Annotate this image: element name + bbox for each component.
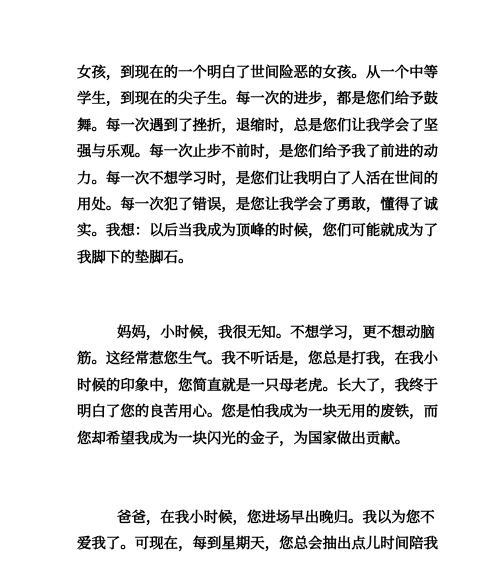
paragraph-father <box>77 505 439 558</box>
text-line: 女孩，到现在的一个明白了世间险恶的女孩。从一个中等 <box>77 64 439 81</box>
text-line: 明白了您的良苦用心。您是怕我成为一块无用的废铁，而 <box>77 403 439 421</box>
text-line: 时候的印象中，您简直就是一只母老虎。长大了，我终于 <box>77 376 439 394</box>
paragraph-mother <box>77 320 439 452</box>
text-line: 用处。每一次犯了错误，是您让我学会了勇敢，懂得了诚 <box>77 195 439 213</box>
text-line: 力。每一次不想学习时，是您们让我明白了人活在世间的 <box>77 169 439 187</box>
text-line: 舞。每一次遇到了挫折，退缩时，总是您们让我学会了坚 <box>77 116 439 134</box>
text-line: 学生，到现在的尖子生。每一次的进步，都是您们给予鼓 <box>77 90 439 108</box>
text-line: 妈妈，小时候，我很无知。不想学习，更不想动脑 <box>117 324 435 341</box>
text-line: 强与乐观。每一次止步不前时，是您们给予我了前进的动 <box>77 143 439 161</box>
text-line: 筋。这经常惹您生气。我不听话是，您总是打我，在我小 <box>77 350 439 368</box>
text-line: 爱我了。可现在，每到星期天，您总会抽出点儿时间陪我 <box>77 535 439 553</box>
text-line: 您却希望我成为一块闪光的金子，为国家做出贡献。 <box>77 429 410 447</box>
text-line: 爸爸，在我小时候，您进场早出晚归。我以为您不 <box>117 509 435 526</box>
paragraph-growth <box>77 60 439 271</box>
text-line: 实。我想：以后当我成为顶峰的时候，您们可能就成为了 <box>77 222 439 240</box>
text-line: 我脚下的垫脚石。 <box>77 248 193 266</box>
